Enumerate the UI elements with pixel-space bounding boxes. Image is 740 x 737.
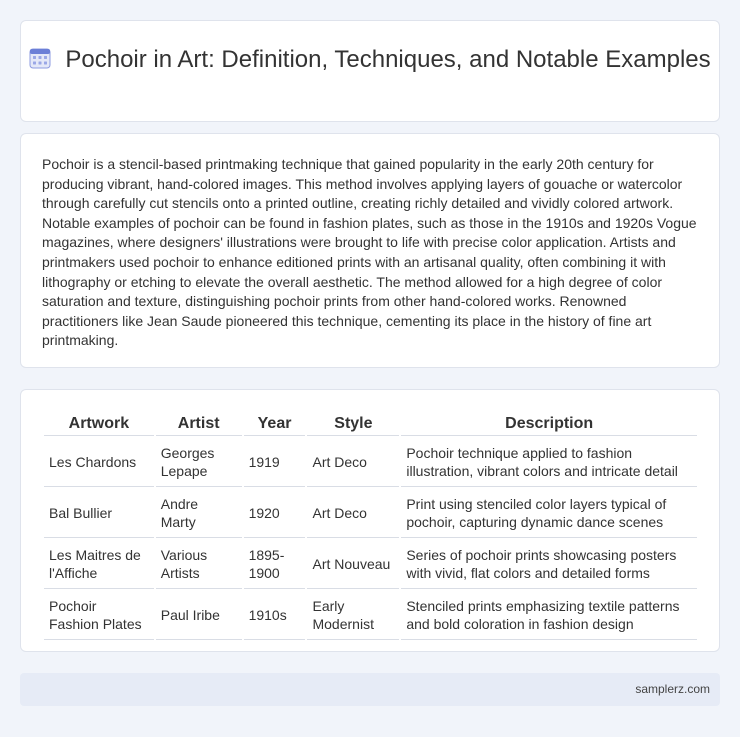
footer-site-link[interactable]: samplerz.com: [635, 682, 710, 696]
intro-card: [20, 133, 720, 368]
cell-style: Art Nouveau: [307, 540, 399, 589]
column-header-style: Style: [307, 413, 399, 436]
cell-artwork: Les Maitres de l'Affiche: [44, 540, 154, 589]
cell-style: Art Deco: [307, 489, 399, 538]
cell-year: 1920: [244, 489, 306, 538]
cell-description: Series of pochoir prints showcasing posters with vivid, flat colors and detailed forms: [401, 540, 697, 589]
cell-artist: Andre Marty: [156, 489, 242, 538]
cell-style: Early Modernist: [307, 591, 399, 640]
cell-description: Print using stenciled color layers typical of pochoir, capturing dynamic dance scenes: [401, 489, 697, 538]
cell-description: Stenciled prints emphasizing textile patterns and bold coloration in fashion design: [401, 591, 697, 640]
cell-artist: Various Artists: [156, 540, 242, 589]
cell-artwork: Les Chardons: [44, 438, 154, 487]
table-header-row: [44, 413, 697, 436]
cell-year: 1919: [244, 438, 306, 487]
column-header-year: Year: [244, 413, 306, 436]
cell-artwork: Pochoir Fashion Plates: [44, 591, 154, 640]
title-block: [21, 45, 719, 74]
page-title: Pochoir in Art: Definition, Techniques, and Notable Examples: [65, 46, 711, 73]
cell-year: 1895-1900: [244, 540, 306, 589]
calendar-icon: [29, 47, 51, 69]
cell-artist: Paul Iribe: [156, 591, 242, 640]
table-row: [44, 591, 697, 640]
column-header-description: Description: [401, 413, 697, 436]
column-header-artwork: Artwork: [44, 413, 154, 436]
table-row: [44, 540, 697, 589]
table-row: [44, 438, 697, 487]
table-row: [44, 489, 697, 538]
title-card: [20, 20, 720, 122]
footer-bar: [20, 673, 720, 706]
cell-description: Pochoir technique applied to fashion illustration, vibrant colors and intricate detail: [401, 438, 697, 487]
cell-artwork: Bal Bullier: [44, 489, 154, 538]
column-header-artist: Artist: [156, 413, 242, 436]
examples-table: [42, 411, 699, 642]
table-card: [20, 389, 720, 652]
cell-artist: Georges Lepape: [156, 438, 242, 487]
cell-style: Art Deco: [307, 438, 399, 487]
cell-year: 1910s: [244, 591, 306, 640]
intro-paragraph: Pochoir is a stencil-based printmaking technique that gained popularity in the early 20th century for producing vibrant, hand-colored images. This method involves applying layers of gouache or watercolor through carefully cut stencils onto a printed outline, creating richly detailed and vividly colored artwork. Notable examples of pochoir can be found in fashion plates, such as those in the 1910s and 1920s Vogue magazines, where designers' illustrations were brought to life with precise color application. Artists and printmakers used pochoir to enhance editioned prints with an artisanal quality, often combining it with lithography or etching to elevate the overall aesthetic. The method allowed for a high degree of color saturation and texture, distinguishing pochoir prints from other hand-colored works. Renowned practitioners like Jean Saude pioneered this technique, cementing its place in the history of fine art printmaking.: [42, 156, 697, 349]
